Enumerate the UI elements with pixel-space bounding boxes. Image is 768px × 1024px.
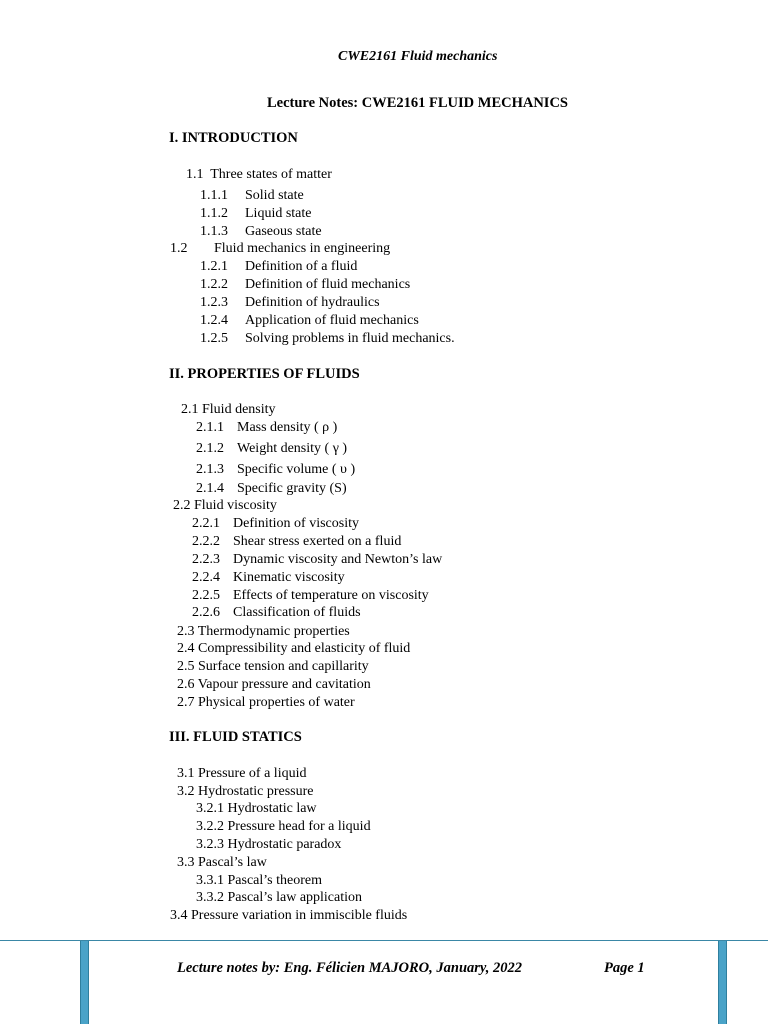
footer-right-bar	[718, 941, 727, 1024]
toc-entry: 2.1.4 Specific gravity (S)	[196, 481, 347, 496]
footer-divider	[0, 940, 768, 941]
footer-author: Lecture notes by: Eng. Félicien MAJORO, January, 2022	[177, 960, 523, 976]
toc-entry: 3.3 Pascal’s law	[177, 855, 267, 870]
toc-entry: 1.2.5 Solving problems in fluid mechanics.	[200, 331, 455, 346]
footer-page-number: Page 1	[604, 960, 645, 976]
toc-entry: 2.5 Surface tension and capillarity	[177, 659, 369, 674]
toc-entry: 2.2.2 Shear stress exerted on a fluid	[192, 534, 402, 549]
toc-entry: 1.2.1 Definition of a fluid	[200, 259, 358, 274]
toc-entry: 1.1.3 Gaseous state	[200, 224, 322, 239]
footer-left-bar	[80, 941, 89, 1024]
document-title: Lecture Notes: CWE2161 FLUID MECHANICS	[267, 95, 568, 111]
toc-entry: 2.2 Fluid viscosity	[173, 498, 277, 513]
toc-entry: 3.2.1 Hydrostatic law	[196, 801, 317, 816]
toc-entry: 1.2.3 Definition of hydraulics	[200, 295, 380, 310]
toc-entry: 2.4 Compressibility and elasticity of fluid	[177, 641, 411, 656]
running-header: CWE2161 Fluid mechanics	[338, 49, 498, 64]
section-heading-fluid-statics: III. FLUID STATICS	[169, 729, 302, 745]
toc-entry: 1.2.4 Application of fluid mechanics	[200, 313, 419, 328]
toc-entry: 2.2.5 Effects of temperature on viscosity	[192, 588, 429, 603]
toc-entry: 3.3.1 Pascal’s theorem	[196, 873, 322, 888]
toc-entry: 2.2.3 Dynamic viscosity and Newton’s law	[192, 552, 443, 567]
toc-entry: 2.1.1 Mass density ( ρ )	[196, 420, 338, 435]
toc-entry: 1.1 Three states of matter	[186, 167, 332, 182]
toc-entry: 2.1 Fluid density	[181, 402, 276, 417]
toc-entry: 2.2.1 Definition of viscosity	[192, 516, 359, 531]
toc-entry: 2.1.3 Specific volume ( υ )	[196, 462, 356, 477]
toc-entry: 1.1.1 Solid state	[200, 188, 304, 203]
toc-entry: 2.6 Vapour pressure and cavitation	[177, 677, 371, 692]
section-heading-introduction: I. INTRODUCTION	[169, 130, 298, 146]
toc-entry: 3.2.3 Hydrostatic paradox	[196, 837, 342, 852]
toc-entry: 2.1.2 Weight density ( γ )	[196, 441, 348, 456]
toc-entry: 2.3 Thermodynamic properties	[177, 624, 350, 639]
toc-entry: 3.2 Hydrostatic pressure	[177, 784, 314, 799]
toc-entry: 2.2.4 Kinematic viscosity	[192, 570, 345, 585]
toc-entry: 1.2.2 Definition of fluid mechanics	[200, 277, 411, 292]
toc-entry: 3.1 Pressure of a liquid	[177, 766, 307, 781]
toc-entry: 2.7 Physical properties of water	[177, 695, 355, 710]
toc-entry: 1.1.2 Liquid state	[200, 206, 312, 221]
section-heading-properties: II. PROPERTIES OF FLUIDS	[169, 366, 360, 382]
toc-entry: 3.3.2 Pascal’s law application	[196, 890, 363, 905]
toc-entry: 2.2.6 Classification of fluids	[192, 605, 361, 620]
toc-entry: 3.4 Pressure variation in immiscible fluids	[170, 908, 408, 923]
toc-entry: 1.2 Fluid mechanics in engineering	[170, 241, 391, 256]
toc-entry: 3.2.2 Pressure head for a liquid	[196, 819, 371, 834]
